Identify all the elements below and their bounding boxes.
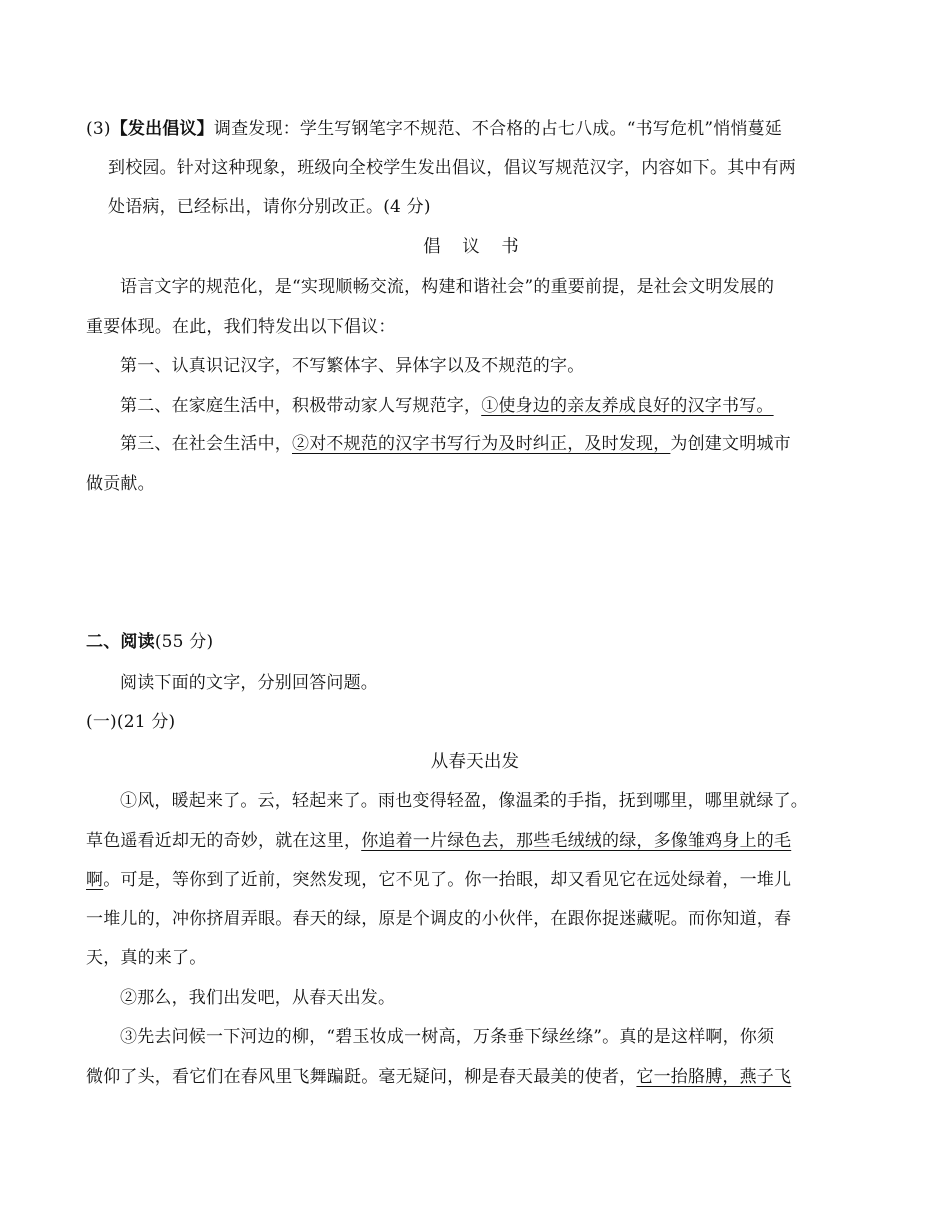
q3-text-1: 调查发现：学生写钢笔字不规范、不合格的占七八成。“书写危机”悄悄蔓延	[213, 119, 783, 139]
proposal-item-2-text: 第二、在家庭生活中，积极带动家人写规范字，	[120, 396, 482, 416]
marked-sentence-2: 它一抬胳膊，燕子飞	[636, 1067, 792, 1087]
proposal-intro-line-1	[120, 276, 774, 298]
passage-p1-text-1: ①风，暖起来了。云，轻起来了。雨也变得轻盈，像温柔的手指，抚到哪里，哪里就绿了。	[120, 791, 808, 811]
proposal-intro-text-2: 重要体现。在此，我们特发出以下倡议：	[86, 317, 396, 337]
passage-p1-line-4	[86, 908, 791, 930]
passage-p1-text-2: 草色遥看近却无的奇妙，就在这里，	[86, 831, 362, 851]
q3-line-3	[108, 196, 431, 218]
passage-p1-line-5	[86, 947, 206, 969]
q3-text-2: 到校园。针对这种现象，班级向全校学生发出倡议，倡议写规范汉字，内容如下。其中有两	[108, 158, 796, 178]
section-2-sub	[86, 711, 175, 733]
passage-p3-text-2: 微仰了头，看它们在春风里飞舞蹁跹。毫无疑问，柳是春天最美的使者，	[86, 1067, 637, 1087]
marked-sentence-1-end: 啊	[86, 870, 104, 890]
q3-number: (3)	[86, 119, 111, 139]
proposal-title	[0, 236, 950, 258]
passage-p1-text-5: 天，真的来了。	[86, 948, 207, 968]
q3-tag: 【发出倡议】	[110, 119, 214, 139]
proposal-item-2	[120, 395, 774, 417]
passage-p2-text: ②那么，我们出发吧，从春天出发。	[120, 988, 396, 1008]
section-2-score: (55 分)	[154, 632, 214, 652]
proposal-intro-line-2	[86, 316, 396, 338]
passage-p1-text-4: 一堆儿的，冲你挤眉弄眼。春天的绿，原是个调皮的小伙伴，在跟你捉迷藏呢。而你知道，春	[86, 909, 792, 929]
proposal-item-3-tail: 为创建文明城市	[670, 434, 791, 454]
section-2-sub-text: (一)(21 分)	[86, 712, 176, 732]
section-2-heading-text: 二、阅读	[86, 632, 155, 652]
passage-title-text: 从春天出发	[430, 752, 520, 772]
marked-sentence-1: 你追着一片绿色去，那些毛绒绒的绿，多像雏鸡身上的毛	[361, 831, 792, 851]
section-2-instruction-text: 阅读下面的文字，分别回答问题。	[120, 673, 378, 693]
q3-line-1	[86, 118, 782, 140]
q3-text-3: 处语病，已经标出，请你分别改正。(4 分)	[108, 197, 431, 217]
section-2-instruction	[120, 672, 378, 694]
passage-p1-line-3	[86, 869, 791, 891]
section-2-heading	[86, 631, 213, 653]
marked-error-2: ②对不规范的汉字书写行为及时纠正，及时发现，	[292, 434, 671, 454]
proposal-item-1	[120, 355, 584, 377]
passage-p3-line-2	[86, 1066, 791, 1088]
passage-p1-line-1	[120, 790, 808, 812]
marked-error-1: ①使身边的亲友养成良好的汉字书写。	[481, 396, 774, 416]
proposal-item-3-text-2: 做贡献。	[86, 474, 155, 494]
passage-title	[0, 751, 950, 773]
proposal-item-3	[120, 433, 791, 455]
passage-p1-text-3: 。可是，等你到了近前，突然发现，它不见了。你一抬眼，却又看见它在远处绿着，一堆儿	[103, 870, 792, 890]
passage-p2	[120, 987, 395, 1009]
passage-p3-text-1: ③先去问候一下河边的柳，“碧玉妆成一树高，万条垂下绿丝绦”。真的是这样啊，你须	[120, 1027, 775, 1047]
proposal-item-3-text: 第三、在社会生活中，	[120, 434, 292, 454]
proposal-item-3-line-2	[86, 473, 155, 495]
proposal-intro-text-1: 语言文字的规范化，是“实现顺畅交流，构建和谐社会”的重要前提，是社会文明发展的	[120, 277, 775, 297]
proposal-title-text: 倡 议 书	[423, 237, 527, 257]
passage-p1-line-2	[86, 830, 791, 852]
q3-line-2	[108, 157, 796, 179]
passage-p3-line-1	[120, 1026, 774, 1048]
proposal-item-1-text: 第一、认真识记汉字，不写繁体字、异体字以及不规范的字。	[120, 356, 585, 376]
